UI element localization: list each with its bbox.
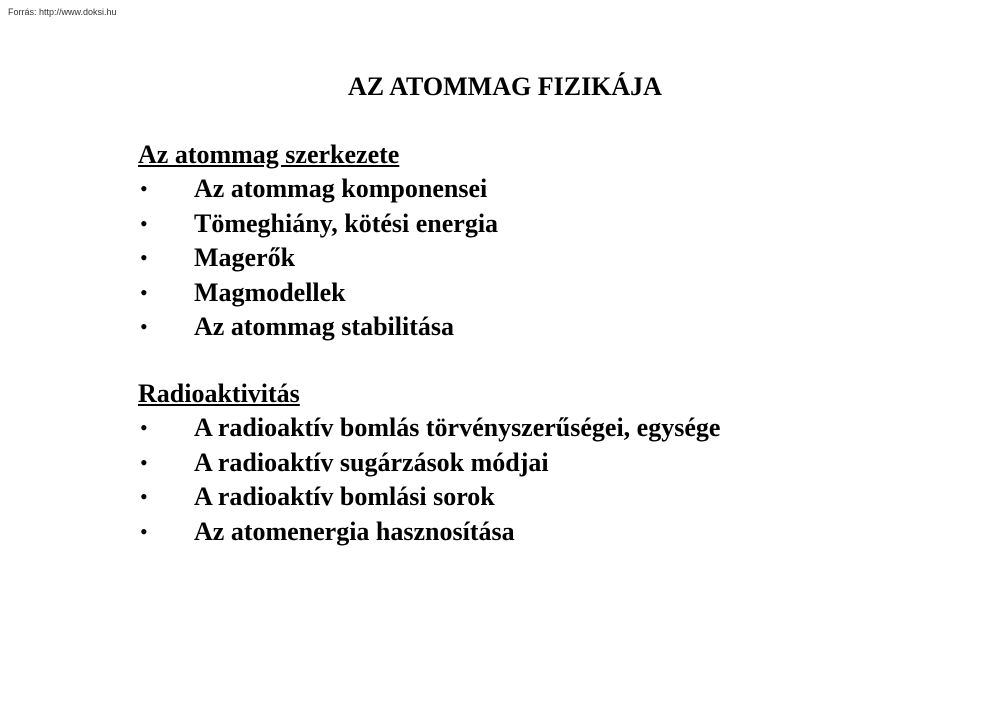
list-item-text: Magmodellek [194,277,346,307]
topic-list [138,411,938,549]
list-item-text: Az atomenergia hasznosítása [194,516,515,546]
list-item [138,241,938,276]
list-item [138,172,938,207]
bullet-icon: • [140,314,148,339]
document-title: AZ ATOMMAG FIZIKÁJA [348,72,662,101]
bullet-icon: • [140,279,148,305]
list-item-text: A radioaktív sugárzások módjai [194,447,549,477]
bullet-icon: • [140,484,148,509]
bullet-icon: • [140,415,148,440]
list-item-text: Tömeghiány, kötési energia [194,208,499,238]
bullet-icon: • [140,518,148,544]
list-item [138,207,938,242]
list-item-text: A radioaktív bomlás törvényszerűségei, egysége [194,413,721,442]
bullet-icon: • [140,245,148,270]
topic-list [138,172,938,345]
list-item-text: Az atommag stabilitása [194,312,454,341]
bullet-icon: • [140,176,148,201]
list-item [138,276,938,311]
section-radioaktivitas [138,377,938,549]
list-item [138,515,938,550]
list-item-text: Magerők [194,243,296,272]
list-item [138,310,938,345]
list-item [138,446,938,481]
bullet-icon: • [140,449,148,475]
section-atommag-szerkezete [138,138,938,345]
section-heading: Az atommag szerkezete [138,140,400,169]
bullet-icon: • [140,210,148,236]
section-heading: Radioaktivitás [138,379,300,408]
list-item-text: A radioaktív bomlási sorok [194,482,495,511]
list-item-text: Az atommag komponensei [194,174,488,203]
list-item [138,411,938,446]
source-attribution: Forrás: http://www.doksi.hu [8,7,117,17]
list-item [138,480,938,515]
